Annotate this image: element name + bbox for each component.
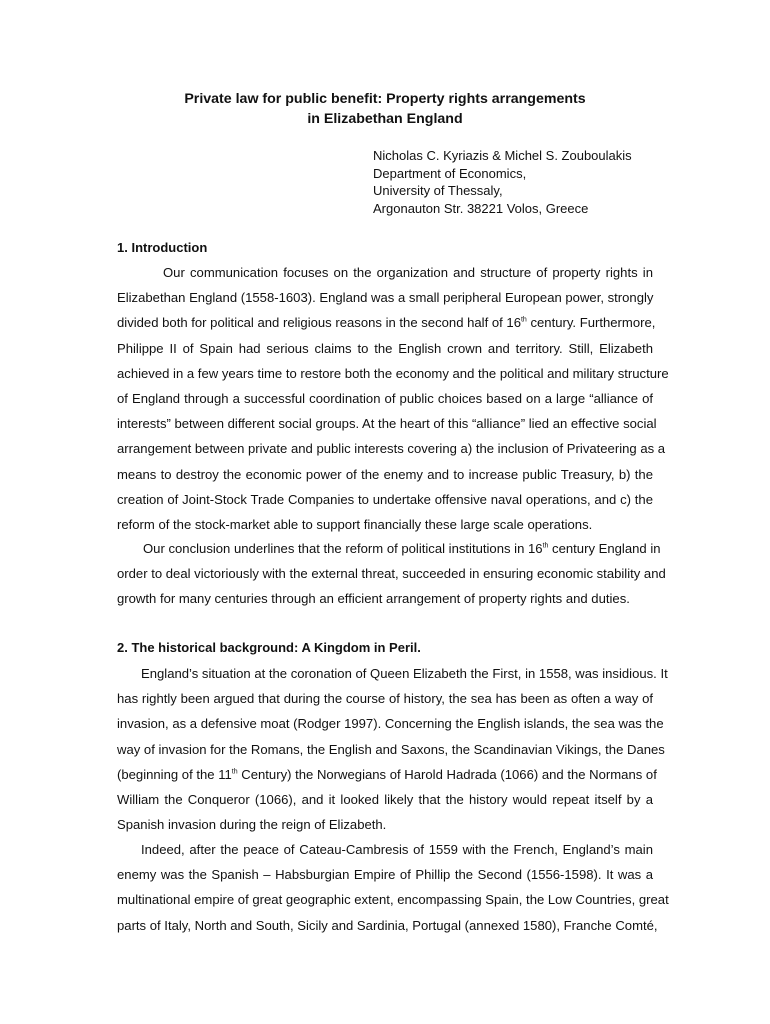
text-line: way of invasion for the Romans, the English and Saxons, the Scandinavian Vikings, the Danes [117, 741, 665, 757]
text-run: Our conclusion underlines that the reform of political institutions in 16 [143, 541, 543, 556]
introduction-paragraph-1 [117, 260, 669, 537]
text-line: invasion, as a defensive moat (Rodger 1997). Concerning the English islands, the sea was the [117, 716, 664, 732]
text-line: growth for many centuries through an efficient arrangement of property rights and duties. [117, 591, 630, 607]
superscript: th [520, 317, 527, 325]
text-run: (beginning of the 11 [117, 766, 232, 782]
text-line: arrangement between private and public interests covering a) the inclusion of Privateering as a [117, 441, 666, 457]
author-address: Argonauton Str. 38221 Volos, Greece [373, 200, 589, 216]
text-line: has rightly been argued that during the course of history, the sea has been as often a way of [117, 691, 653, 707]
author-university: University of Thessaly, [373, 183, 503, 198]
text-line: Elizabethan England (1558-1603). England was a small peripheral European power, strongly [117, 290, 654, 306]
text-line: parts of Italy, North and South, Sicily and Sardinia, Portugal (annexed 1580), Franche Comté, [117, 917, 658, 933]
text-line [117, 310, 656, 335]
text-line: multinational empire of great geographic extent, encompassing Spain, the Low Countries, great [117, 892, 669, 908]
text-line: Philippe II of Spain had serious claims to the English crown and territory. Still, Elizabeth [117, 340, 653, 356]
text-line: Spanish invasion during the reign of Elizabeth. [117, 817, 387, 833]
text-run: Century) the Norwegians of Harold Hadrada (1066) and the Normans of [237, 766, 657, 782]
background-paragraph-1 [117, 661, 668, 837]
text-run: century. Furthermore, [526, 315, 656, 331]
paper-title [0, 89, 770, 129]
text-line: creation of Joint-Stock Trade Companies to undertake offensive naval operations, and c) the [117, 491, 653, 507]
author-block [373, 147, 632, 217]
text-line: order to deal victoriously with the external threat, succeeded in ensuring economic stability and [117, 566, 666, 582]
background-paragraph-2 [117, 837, 669, 938]
section-heading-historical-background: 2. The historical background: A Kingdom in Peril. [117, 640, 421, 655]
text-line: enemy was the Spanish – Habsburgian Empire of Phillip the Second (1556-1598). It was a [117, 867, 653, 883]
text-line: interests” between different social groups. At the heart of this “alliance” lied an effective social [117, 416, 657, 432]
text-line: means to destroy the economic power of the enemy and to increase public Treasury, b) the [117, 466, 653, 482]
text-line: Our communication focuses on the organization and structure of property rights in [163, 265, 653, 280]
text-line: reform of the stock-market able to support financially these large scale operations. [117, 516, 593, 532]
text-run: century England in [548, 541, 661, 556]
author-department: Department of Economics, [373, 165, 527, 181]
title-line-2: in Elizabethan England [307, 111, 463, 127]
title-line-1: Private law for public benefit: Property rights arrangements [184, 91, 586, 107]
introduction-paragraph-2 [117, 536, 666, 612]
text-run: divided both for political and religious reasons in the second half of 16 [117, 315, 521, 331]
text-line: of England through a successful coordination of public choices based on a large “alliance of [117, 390, 653, 406]
text-line: England’s situation at the coronation of Queen Elizabeth the First, in 1558, was insidious. It [141, 666, 668, 681]
superscript: th [542, 542, 549, 550]
text-line [117, 762, 657, 787]
author-names: Nicholas C. Kyriazis & Michel S. Zouboulakis [373, 148, 632, 163]
section-heading-introduction: 1. Introduction [117, 240, 208, 255]
text-line: Indeed, after the peace of Cateau-Cambresis of 1559 with the French, England’s main [141, 842, 653, 857]
superscript: th [231, 768, 238, 776]
text-line [117, 536, 661, 561]
text-line: William the Conqueror (1066), and it looked likely that the history would repeat itself by a [117, 791, 653, 807]
text-line: achieved in a few years time to restore both the economy and the political and military structure [117, 365, 669, 381]
